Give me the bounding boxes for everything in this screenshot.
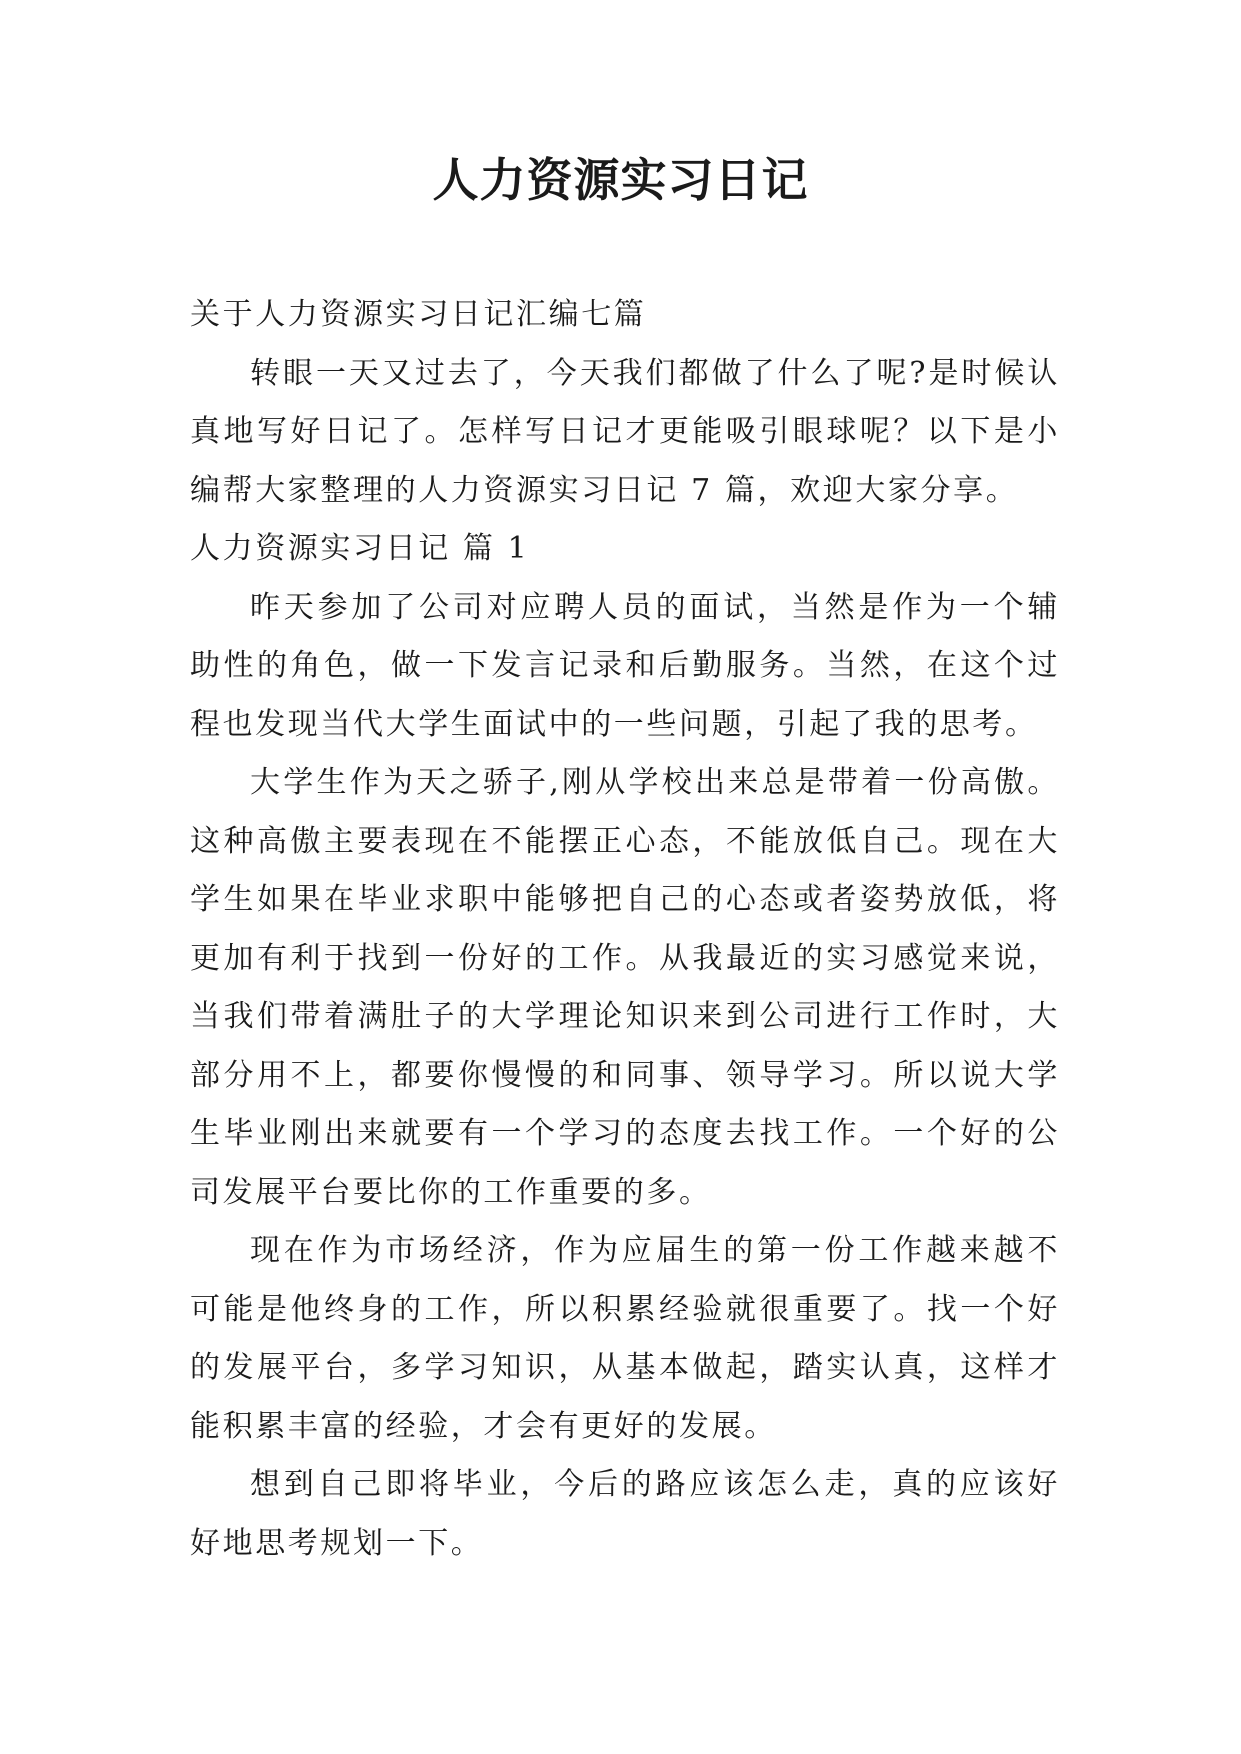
body-paragraph: 昨天参加了公司对应聘人员的面试，当然是作为一个辅助性的角色，做一下发言记录和后勤服务。当然，在这个过程也发现当代大学生面试中的一些问题，引起了我的思考。 (190, 589, 1060, 742)
document-body (190, 286, 1060, 1573)
body-paragraph: 大学生作为天之骄子,刚从学校出来总是带着一份高傲。这种高傲主要表现在不能摆正心态，不能放低自己。现在大学生如果在毕业求职中能够把自己的心态或者姿势放低，将更加有利于找到一份好的工作。从我最近的实习感觉来说，当我们带着满肚子的大学理论知识来到公司进行工作时，大部分用不上，都要你慢慢的和同事、领导学习。所以说大学生毕业刚出来就要有一个学习的态度去找工作。一个好的公司发展平台要比你的工作重要的多。 (190, 765, 1060, 1210)
body-paragraph: 现在作为市场经济，作为应届生的第一份工作越来越不可能是他终身的工作，所以积累经验就很重要了。找一个好的发展平台，多学习知识，从基本做起，踏实认真，这样才能积累丰富的经验，才会有更好的发展。 (190, 1233, 1060, 1444)
intro-paragraph: 转眼一天又过去了，今天我们都做了什么了呢?是时候认真地写好日记了。怎样写日记才更能吸引眼球呢？以下是小编帮大家整理的人力资源实习日记 7 篇，欢迎大家分享。 (190, 355, 1060, 508)
body-paragraph: 想到自己即将毕业，今后的路应该怎么走，真的应该好好地思考规划一下。 (190, 1467, 1060, 1561)
document-subtitle: 关于人力资源实习日记汇编七篇 (190, 297, 647, 332)
document-title: 人力资源实习日记 (432, 153, 809, 207)
section-heading: 人力资源实习日记 篇 1 (190, 531, 530, 566)
